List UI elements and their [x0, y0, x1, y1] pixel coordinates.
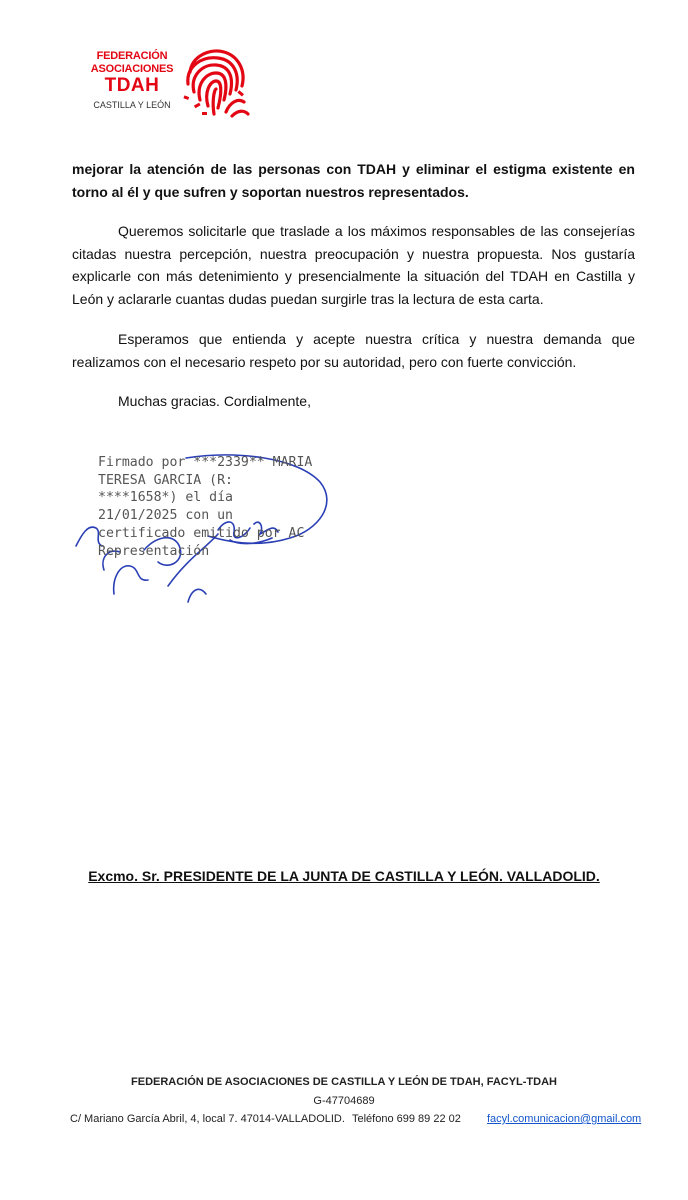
paragraph-2: Queremos solicitarle que traslade a los máximos responsables de las consejerías citadas nuestra percepción, nuestra preocupación y nuestra propuesta. Nos gustaría explicarle con más detenimiento y presencialmente la situación del TDAH en Castilla y León y aclararle cuantas dudas puedan surgirle tras la lectura de esta carta.: [72, 223, 635, 307]
footer-tax-id: G-47704689: [313, 1095, 375, 1107]
footer-email-link[interactable]: facyl.comunicacion@gmail.com: [487, 1113, 642, 1125]
paragraph-1: mejorar la atención de las personas con TDAH y eliminar el estigma existente en torno al él y que sufren y soportan nuestros representados.: [72, 161, 635, 200]
footer-organization: FEDERACIÓN DE ASOCIACIONES DE CASTILLA Y LEÓN DE TDAH, FACYL-TDAH: [131, 1076, 557, 1088]
footer-contact-line: [0, 1113, 688, 1129]
letter-footer: [0, 1075, 688, 1129]
digital-signature-stamp: Firmado por ***2339** MARIA TERESA GARCIA (R: ****1658*) el día 21/01/2025 con un certificado emitido por AC Representación: [98, 455, 313, 559]
footer-phone: Teléfono 699 89 22 02: [352, 1113, 461, 1125]
closing-line: Muchas gracias. Cordialmente,: [118, 393, 311, 409]
logo-wordmark: [82, 50, 182, 111]
fingerprint-icon: [180, 44, 252, 120]
logo-line-asociaciones: ASOCIACIONES: [90, 63, 174, 75]
footer-address: C/ Mariano García Abril, 4, local 7. 47014-VALLADOLID.: [70, 1113, 345, 1125]
logo-line-federacion: FEDERACIÓN: [96, 50, 168, 62]
recipient-line: Excmo. Sr. PRESIDENTE DE LA JUNTA DE CASTILLA Y LEÓN. VALLADOLID.: [88, 868, 600, 884]
logo-line-tdah: TDAH: [104, 75, 160, 96]
paragraph-3: Esperamos que entienda y acepte nuestra crítica y nuestra demanda que realizamos con el necesario respeto por su autoridad, pero con fuerte convicción.: [72, 331, 635, 370]
signature-block: [68, 438, 338, 610]
logo-line-region: CASTILLA Y LEÓN: [93, 100, 171, 110]
federation-logo: [82, 44, 262, 120]
